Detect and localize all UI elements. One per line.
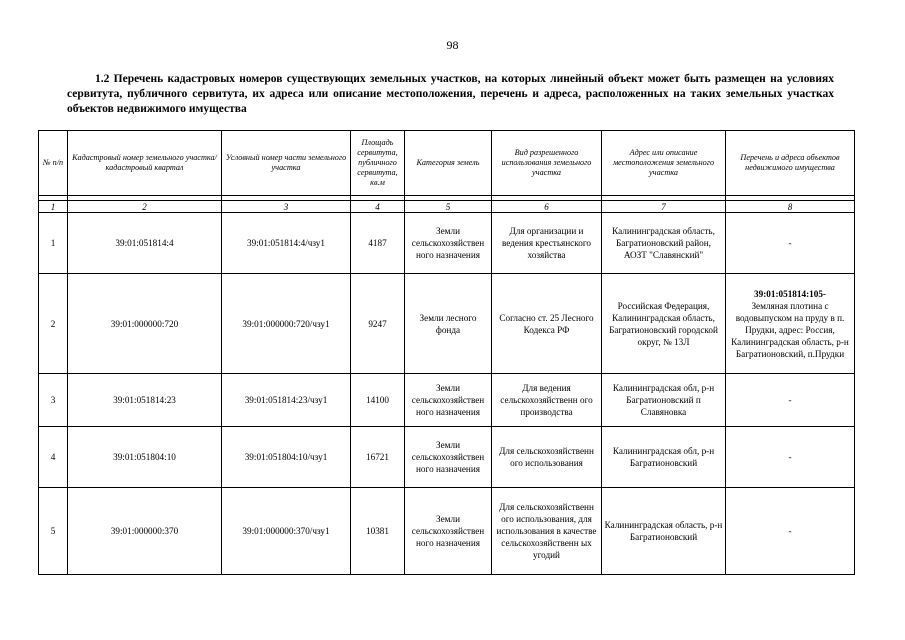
- cell-num: 2: [39, 274, 68, 374]
- column-number: 3: [222, 201, 351, 213]
- cell-address: Калининградская обл, р-н Багратионовский: [602, 427, 726, 488]
- cell-cadastral: 39:01:051814:4: [68, 213, 222, 274]
- cell-use: Согласно ст. 25 Лесного Кодекса РФ: [492, 274, 602, 374]
- cell-objects-text: -: [788, 238, 792, 248]
- cell-cadastral: 39:01:051814:23: [68, 374, 222, 427]
- header-cell-use: Вид разрешенного использования земельного участка: [492, 131, 602, 196]
- cell-num: 4: [39, 427, 68, 488]
- cell-num: 3: [39, 374, 68, 427]
- cell-num: 1: [39, 213, 68, 274]
- column-number: 7: [602, 201, 726, 213]
- cell-objects: [726, 427, 855, 488]
- table-row: [39, 274, 855, 374]
- column-number: 5: [405, 201, 492, 213]
- cell-part: 39:01:000000:370/чзу1: [222, 488, 351, 575]
- section-heading: 1.2 Перечень кадастровых номеров существующих земельных участков, на которых линейный объект может быть размещен на условиях сервитута, публичного сервитута, их адреса или описание местоположения, перечень и адреса, расположенных на таких земельных участках объектов недвижимого имущества: [67, 73, 834, 115]
- cell-area: 14100: [351, 374, 405, 427]
- cell-part: 39:01:051814:4/чзу1: [222, 213, 351, 274]
- cell-use: Для сельскохозяйственн ого использования: [492, 427, 602, 488]
- cell-cadastral: 39:01:051804:10: [68, 427, 222, 488]
- cell-use: Для ведения сельскохозяйственн ого производства: [492, 374, 602, 427]
- table-row: [39, 374, 855, 427]
- header-cell-category: Категория земель: [405, 131, 492, 196]
- header-cell-objects: Перечень и адреса объектов недвижимого имущества: [726, 131, 855, 196]
- header-cell-address: Адрес или описание местоположения земельного участка: [602, 131, 726, 196]
- column-number: 1: [39, 201, 68, 213]
- cell-address: Российская Федерация, Калининградская область, Багратионовский городской округ, № 13Л: [602, 274, 726, 374]
- cell-category: Земли сельскохозяйствен ного назначения: [405, 374, 492, 427]
- cell-objects-text: -: [788, 452, 792, 462]
- column-number: 4: [351, 201, 405, 213]
- table-row: [39, 488, 855, 575]
- cell-category: Земли сельскохозяйствен ного назначения: [405, 213, 492, 274]
- cell-part: 39:01:051804:10/чзу1: [222, 427, 351, 488]
- header-row: [39, 131, 855, 196]
- object-description: Земляная плотина с водовыпуском на пруду в п. Прудки, адрес: Россия, Калининградская область, р-н Багратионовский, п.Прудки: [731, 300, 849, 359]
- cell-part: 39:01:051814:23/чзу1: [222, 374, 351, 427]
- cell-address: Калининградская область, Багратионовский район, АОЗТ "Славянский": [602, 213, 726, 274]
- column-number: 6: [492, 201, 602, 213]
- header-cell-part: Условный номер части земельного участка: [222, 131, 351, 196]
- cadastral-table: [38, 130, 855, 575]
- table-row: [39, 427, 855, 488]
- cell-area: 16721: [351, 427, 405, 488]
- header-cell-cadastral: Кадастровый номер земельного участка/ кадастровый квартал: [68, 131, 222, 196]
- cell-area: 9247: [351, 274, 405, 374]
- cell-area: 4187: [351, 213, 405, 274]
- cell-category: Земли сельскохозяйствен ного назначения: [405, 488, 492, 575]
- header-cell-area: Площадь сервитута, публичного сервитута, кв.м: [351, 131, 405, 196]
- column-number: 2: [68, 201, 222, 213]
- table-row: [39, 213, 855, 274]
- cell-address: Калининградская область, р-н Багратионовский: [602, 488, 726, 575]
- cell-cadastral: 39:01:000000:370: [68, 488, 222, 575]
- page-number: 98: [446, 38, 459, 52]
- cell-objects: [726, 488, 855, 575]
- cell-use: Для организации и ведения крестьянского хозяйства: [492, 213, 602, 274]
- cell-address: Калининградская обл, р-н Багратионовский п Славяновка: [602, 374, 726, 427]
- column-number-row: [39, 201, 855, 213]
- object-cadastral-number: 39:01:051814:105-: [754, 288, 826, 299]
- column-number: 8: [726, 201, 855, 213]
- cell-part: 39:01:000000:720/чзу1: [222, 274, 351, 374]
- cell-category: Земли лесного фонда: [405, 274, 492, 374]
- cell-num: 5: [39, 488, 68, 575]
- header-cell-num: № п/п: [39, 131, 68, 196]
- cell-cadastral: 39:01:000000:720: [68, 274, 222, 374]
- cell-objects: [726, 374, 855, 427]
- cell-objects-text: -: [788, 395, 792, 405]
- cell-category: Земли сельскохозяйствен ного назначения: [405, 427, 492, 488]
- cell-objects: [726, 213, 855, 274]
- cell-objects: [726, 274, 855, 374]
- cell-objects-text: -: [788, 526, 792, 536]
- cell-area: 10381: [351, 488, 405, 575]
- cell-use: Для сельскохозяйственн ого использования, для использования в качестве сельскохозяйственн ых угодий: [492, 488, 602, 575]
